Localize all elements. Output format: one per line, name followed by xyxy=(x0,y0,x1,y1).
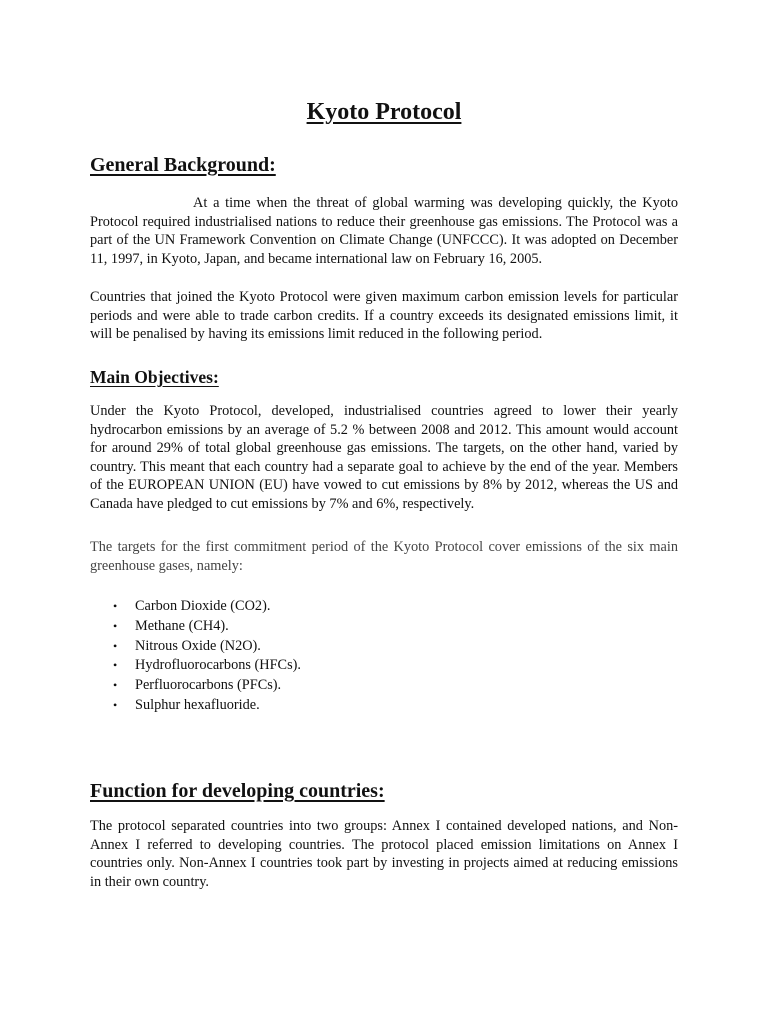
bullet-icon: • xyxy=(113,618,118,633)
bullet-icon: • xyxy=(113,638,118,653)
list-item: • Carbon Dioxide (CO2). xyxy=(90,597,301,617)
paragraph-background-2: Countries that joined the Kyoto Protocol were given maximum carbon emission levels for particular periods and were able to trade carbon credits. If a country exceeds its designated emissions limit, it will be penalised by having its emissions limit reduced in the following period. xyxy=(90,289,678,343)
heading-main-objectives: Main Objectives: xyxy=(90,367,219,387)
paragraph-objectives-2: The targets for the first commitment period of the Kyoto Protocol cover emissions of the six main greenhouse gases, namely: xyxy=(90,539,678,574)
list-item: • Perfluorocarbons (PFCs). xyxy=(90,676,301,696)
paragraph-developing-1: The protocol separated countries into two groups: Annex I contained developed nations, and Non-Annex I referred to developing countries. The protocol placed emission limitations on Annex I countries only. Non-Annex I countries took part by investing in projects aimed at reducing emissions in their own country. xyxy=(90,818,678,890)
bullet-icon: • xyxy=(113,678,118,693)
bullet-icon: • xyxy=(113,658,118,673)
heading-general-background: General Background: xyxy=(90,154,276,176)
heading-developing-countries: Function for developing countries: xyxy=(90,780,385,802)
document-title: Kyoto Protocol xyxy=(306,99,462,125)
paragraph-objectives-1: Under the Kyoto Protocol, developed, industrialised countries agreed to lower their yearly hydrocarbon emissions by an average of 5.2 % between 2008 and 2012. This amount would account for around 29% of total global greenhouse gas emissions. The targets, on the other hand, varied by country. This meant that each country had a separate goal to achieve by the end of the year. Members of the EUROPEAN UNION (EU) have vowed to cut emissions by 8% by 2012, whereas the US and Canada have pledged to cut emissions by 7% and 6%, respectively. xyxy=(90,403,678,512)
paragraph-background-1: At a time when the threat of global warming was developing quickly, the Kyoto Protocol required industrialised nations to reduce their greenhouse gas emissions. The Protocol was a part of the UN Framework Convention on Climate Change (UNFCCC). It was adopted on December 11, 1997, in Kyoto, Japan, and became international law on February 16, 2005. xyxy=(90,195,678,267)
list-item: • Nitrous Oxide (N2O). xyxy=(90,637,301,657)
list-item: • Methane (CH4). xyxy=(90,617,301,637)
bullet-icon: • xyxy=(113,599,118,613)
greenhouse-gases-list xyxy=(90,597,301,716)
list-item: • Sulphur hexafluoride. xyxy=(90,696,301,716)
list-item: • Hydrofluorocarbons (HFCs). xyxy=(90,656,301,676)
bullet-icon: • xyxy=(113,697,118,712)
